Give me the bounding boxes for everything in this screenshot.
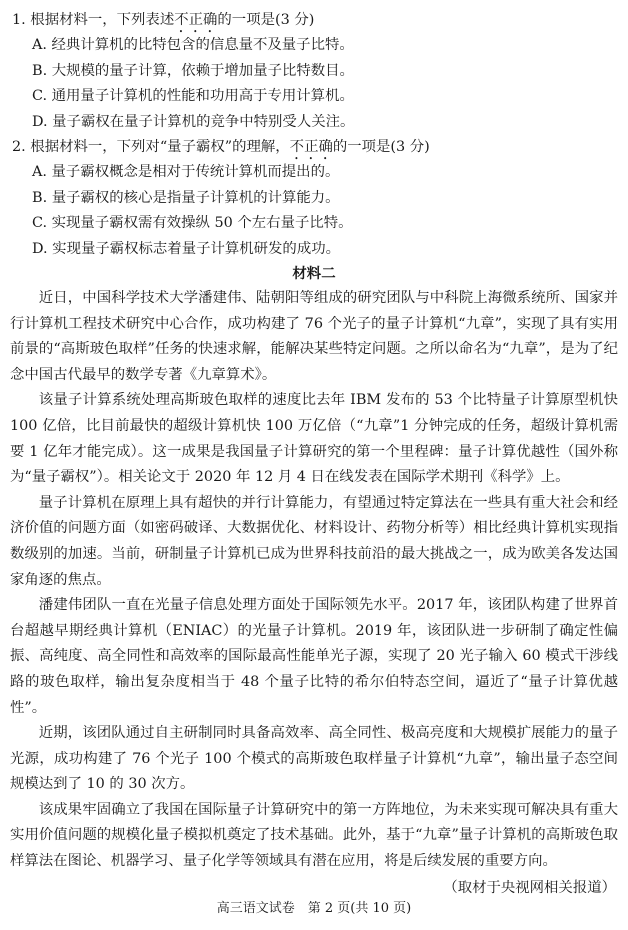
- paragraph: 量子计算机在原理上具有超快的并行计算能力，有望通过特定算法在一些具有重大社会和经济价值的问题方面（如密码破译、大数据优化、材料设计、药物分析等）相比经典计算机实现指数级别的加速。当前，研制量子计算机已成为世界科技前沿的最大挑战之一，成为欧美各发达国家角逐的焦点。: [10, 494, 618, 588]
- paragraph: 近期，该团队通过自主研制同时具备高效率、高全同性、极高亮度和大规模扩展能力的量子光源，成功构建了 76 个光子 100 个模式的高斯玻色取样量子计算机“九章”，输出量子态空间规模达到了 10 的 30 次方。: [10, 725, 618, 793]
- question-stem: 1. 根据材料一，下列表述不正确的一项是(3 分): [12, 12, 315, 28]
- option-c: C. 实现量子霸权需有效操纵 50 个左右量子比特。: [32, 215, 353, 231]
- paragraph: 该量子计算系统处理高斯玻色取样的速度比去年 IBM 发布的 53 个比特量子计算原型机快 100 亿倍，比目前最快的超级计算机快 100 万亿倍（“九章”1 分钟完成的任务，超级计算机需要 1 亿年才能完成）。这一成果是我国量子计算研究的第一个里程碑：量子计算优越性（国外称为“量子霸权”）。相关论文于 2020 年 12 月 4 日在线发表在国际学术期刊《科学》上。: [10, 392, 618, 486]
- option-b: B. 量子霸权的核心是指量子计算机的计算能力。: [32, 189, 340, 206]
- source-citation: （取材于央视网相关报道）: [443, 879, 616, 896]
- emphasis-text: 不正确: [289, 139, 333, 155]
- option-b: B. 大规模的量子计算，依赖于增加量子比特数目。: [32, 62, 354, 79]
- paragraph: 潘建伟团队一直在光量子信息处理方面处于国际领先水平。2017 年，该团队构建了世界首台超越早期经典计算机（ENIAC）的光量子计算机。2019 年，该团队进一步研制了确定性偏振、高纯度、高全同性和高效率的国际最高性能单光子源，实现了 20 光子输入 60 模式干涉线路的玻色取样，输出复杂度相当于 48 个量子比特的希尔伯特态空间，逼近了“量子计算优越性”。: [10, 597, 618, 716]
- question-stem: 2. 根据材料一，下列对“量子霸权”的理解，不正确的一项是(3 分): [12, 139, 430, 155]
- option-a: A. 经典计算机的比特包含的信息量不及量子比特。: [32, 37, 354, 53]
- material-title: 材料二: [292, 265, 336, 282]
- question-1: [10, 8, 618, 135]
- page-footer: 高三语文试卷 第 2 页(共 10 页): [216, 901, 412, 916]
- paragraph: 该成果牢固确立了我国在国际量子计算研究中的第一方阵地位，为未来实现可解决具有重大实用价值问题的规模化量子模拟机奠定了技术基础。此外，基于“九章”量子计算机的高斯玻色取样算法在图论、机器学习、量子化学等领域具有潜在应用，将是后续发展的重要方向。: [10, 801, 618, 870]
- option-a: A. 量子霸权概念是相对于传统计算机而提出的。: [32, 164, 340, 180]
- option-d: D. 量子霸权在量子计算机的竞争中特别受人关注。: [32, 113, 355, 130]
- option-c: C. 通用量子计算机的性能和功用高于专用计算机。: [32, 88, 354, 104]
- question-2: [10, 135, 618, 262]
- option-d: D. 实现量子霸权标志着量子计算机研发的成功。: [32, 240, 340, 257]
- emphasis-text: 不正确: [174, 12, 218, 28]
- paragraph: 近日，中国科学技术大学潘建伟、陆朝阳等组成的研究团队与中科院上海微系统所、国家并行计算机工程技术研究中心合作，成功构建了 76 个光子的量子计算机“九章”，实现了具有实用前景的“高斯玻色取样”任务的快速求解，能解决某些特定问题。之所以命名为“九章”，是为了纪念中国古代最早的数学专著《九章算术》。: [10, 290, 618, 383]
